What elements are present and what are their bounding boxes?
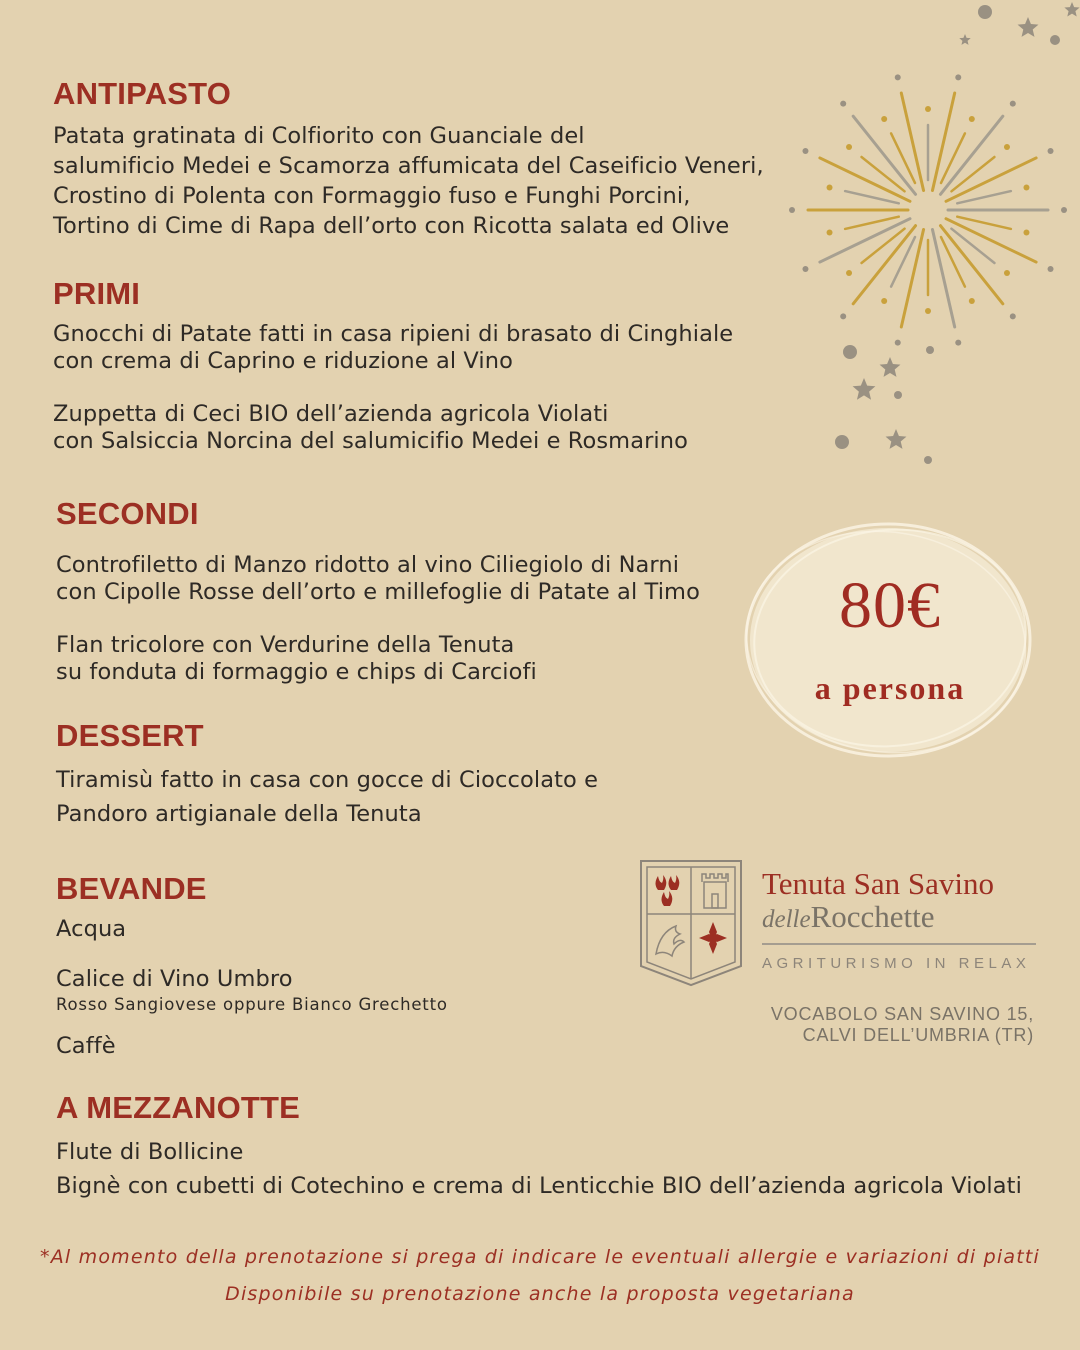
menu-line: Caffè [56, 1033, 116, 1059]
decor-dot [924, 456, 932, 464]
price-per-person: a persona [814, 670, 966, 706]
brand-name-line2 [762, 899, 935, 935]
firework-dot [955, 340, 961, 346]
firework-dot [895, 340, 901, 346]
section-title-antipasto: ANTIPASTO [53, 76, 232, 111]
firework-ray [940, 116, 1002, 194]
firework-dot [1004, 144, 1010, 150]
decor-dot [978, 5, 992, 19]
section-title-mezzanotte: A MEZZANOTTE [56, 1090, 301, 1125]
menu-line: Pandoro artigianale della Tenuta [56, 801, 422, 827]
vegetarian-note: Disponibile su prenotazione anche la proposta vegetariana [225, 1283, 855, 1305]
menu-line: Patata gratinata di Colfiorito con Guanciale del [53, 123, 585, 149]
decor-dot [926, 346, 934, 354]
decor-dot [894, 391, 902, 399]
section-title-primi: PRIMI [53, 276, 141, 311]
decor-star [886, 429, 907, 449]
decor-dot [835, 435, 849, 449]
firework-dot [881, 298, 887, 304]
section-title-secondi: SECONDI [56, 496, 199, 531]
menu-line: Tortino di Cime di Rapa dell’orto con Ricotta salata ed Olive [53, 213, 730, 239]
menu-line: con crema di Caprino e riduzione al Vino [53, 348, 514, 374]
menu-line: Acqua [56, 916, 127, 942]
section-title-dessert: DESSERT [56, 718, 204, 753]
firework-dot [1010, 101, 1016, 107]
firework-dot [1004, 270, 1010, 276]
firework-ray [853, 116, 915, 194]
menu-line-detail: Rosso Sangiovese oppure Bianco Grechetto [56, 995, 448, 1014]
menu-line: Crostino di Polenta con Formaggio fuso e Funghi Porcini, [53, 183, 691, 209]
shield-logo-icon [638, 858, 744, 988]
firework-dot [827, 229, 833, 235]
firework-dot [1023, 229, 1029, 235]
firework-dot [955, 74, 961, 80]
allergy-note: *Al momento della prenotazione si prega di indicare le eventuali allergie e variazioni di piatti [40, 1246, 1040, 1268]
firework-dot [1023, 185, 1029, 191]
section-title-bevande: BEVANDE [56, 871, 207, 906]
menu-line: con Salsiccia Norcina del salumicifio Medei e Rosmarino [53, 428, 689, 454]
decor-star [959, 34, 970, 45]
firework-dot [895, 74, 901, 80]
brand-name-line1 [762, 866, 994, 902]
firework-dot [846, 144, 852, 150]
firework-dot [881, 116, 887, 122]
price-amount: 80€ [839, 569, 941, 642]
menu-line: Tiramisù fatto in casa con gocce di Cioccolato e [56, 767, 599, 793]
firework-dot [969, 298, 975, 304]
menu-line: su fonduta di formaggio e chips di Carciofi [56, 659, 537, 685]
firework-dot [925, 106, 931, 112]
decor-dot [1050, 35, 1060, 45]
firework-ray [853, 226, 915, 304]
firework-dot [840, 101, 846, 107]
firework-dot [1010, 313, 1016, 319]
firework-dot [1061, 207, 1067, 213]
decor-star [880, 357, 901, 377]
menu-line: Calice di Vino Umbro [56, 966, 293, 992]
decor-star [853, 378, 876, 400]
firework-dot [802, 148, 808, 154]
firework-dot [840, 313, 846, 319]
brand-name-tenuta: Tenuta San Savino [762, 866, 995, 901]
firework-dot [1048, 148, 1054, 154]
brand-tagline: AGRITURISMO IN RELAX [762, 955, 1031, 972]
firework-dot [1048, 266, 1054, 272]
firework-dot [846, 270, 852, 276]
firework-dot [802, 266, 808, 272]
firework-dot [925, 308, 931, 314]
firework-ray [940, 226, 1002, 304]
address-line1: VOCABOLO SAN SAVINO 15, [770, 1004, 1034, 1024]
brand-name-rocchette: Rocchette [810, 899, 935, 934]
menu-line: Flan tricolore con Verdurine della Tenuta [56, 632, 515, 658]
menu-line: Zuppetta di Ceci BIO dell’azienda agricola Violati [53, 401, 609, 427]
menu-line: Gnocchi di Patate fatti in casa ripieni di brasato di Cinghiale [53, 321, 734, 347]
brand-divider [762, 943, 1036, 945]
menu-line: con Cipolle Rosse dell’orto e millefoglie di Patate al Timo [56, 579, 700, 605]
firework-dot [789, 207, 795, 213]
firework-dot [969, 116, 975, 122]
menu-line: Controfiletto di Manzo ridotto al vino Ciliegiolo di Narni [56, 552, 680, 578]
brand-name-delle: delle [762, 906, 811, 933]
firework-dot [827, 185, 833, 191]
decor-star [1064, 2, 1079, 16]
menu-line: Bignè con cubetti di Cotechino e crema di Lenticchie BIO dell’azienda agricola Violati [56, 1173, 1022, 1199]
firework-decoration [780, 0, 1080, 470]
menu-line: Flute di Bollicine [56, 1139, 244, 1165]
menu-line: salumificio Medei e Scamorza affumicata del Caseificio Veneri, [53, 153, 764, 179]
decor-star [1018, 17, 1039, 37]
decor-dot [843, 345, 857, 359]
address-line2: CALVI DELL’UMBRIA (TR) [802, 1025, 1034, 1045]
